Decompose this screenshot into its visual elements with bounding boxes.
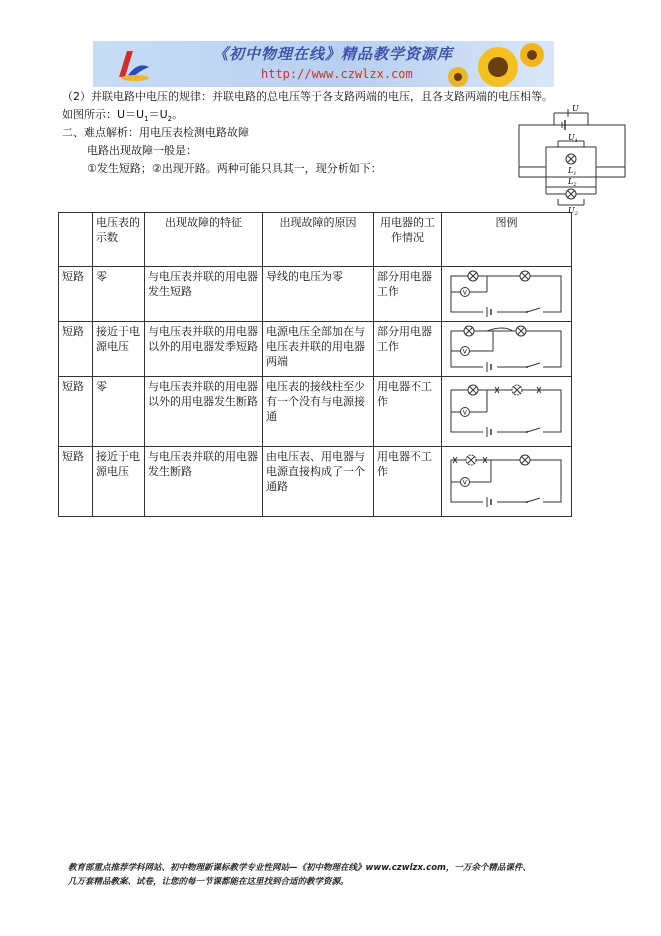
fault-intro: 电路出现故障一般是：	[87, 144, 197, 157]
footer-line-2: 几万套精品教案、试卷，让您的每一节课都能在这里找到合适的教学资源。	[68, 877, 349, 887]
circuit-diagram-3	[443, 378, 567, 442]
header-cause: 出现故障的原因	[263, 213, 374, 267]
top-label-l1: $L_1$	[568, 166, 577, 177]
row-cause: 电源电压全部加在与电压表并联的用电器两端	[263, 322, 374, 377]
table-row	[59, 267, 572, 322]
row-feature: 与电压表并联的用电器以外的用电器发生断路	[145, 377, 263, 447]
voltmeter-label: V	[462, 409, 467, 417]
formula-sub2: 2	[167, 115, 173, 124]
row-reading: 接近于电源电压	[93, 322, 145, 377]
parallel-circuit-diagram	[518, 104, 628, 217]
fault-analysis-table	[58, 212, 572, 517]
row-figure	[442, 377, 572, 447]
row-reading: 零	[93, 377, 145, 447]
circuit-diagram-1	[443, 268, 567, 318]
header-banner	[93, 41, 554, 87]
voltmeter-label: V	[462, 348, 467, 356]
sunflower-icon	[428, 41, 548, 87]
formula-mid: ＝U	[148, 108, 168, 121]
table-header-row	[59, 213, 572, 267]
top-label-l2: $L_2$	[568, 177, 577, 188]
circuit-diagram-4	[443, 448, 567, 512]
row-feature: 与电压表并联的用电器发生短路	[145, 267, 263, 322]
row-figure	[442, 322, 572, 377]
formula-sub1: 1	[144, 115, 149, 124]
row-cause: 电压表的接线柱至少有一个没有与电源接通	[263, 377, 374, 447]
header-type	[59, 213, 93, 267]
voltmeter-label: V	[462, 289, 467, 297]
row-type: 短路	[59, 377, 93, 447]
row-feature: 与电压表并联的用电器发生断路	[145, 447, 263, 517]
row-cause: 导线的电压为零	[263, 267, 374, 322]
row-work: 用电器不工作	[374, 377, 442, 447]
row-work: 部分用电器工作	[374, 322, 442, 377]
row-cause: 由电压表、用电器与电源直接构成了一个通路	[263, 447, 374, 517]
circuit-diagram-2	[443, 323, 567, 373]
row-figure	[442, 267, 572, 322]
table-row	[59, 447, 572, 517]
row-feature: 与电压表并联的用电器以外的用电器发季短路	[145, 322, 263, 377]
top-label-u1: $U_1$	[568, 133, 578, 144]
formula-prefix: 如图所示：U＝U	[62, 108, 145, 121]
header-figure: 图例	[442, 213, 572, 267]
row-type: 短路	[59, 322, 93, 377]
footer-note	[68, 861, 608, 889]
row-type: 短路	[59, 447, 93, 517]
row-work: 用电器不工作	[374, 447, 442, 517]
site-logo-icon	[113, 47, 153, 83]
table-row	[59, 377, 572, 447]
fault-types: ①发生短路；②出现开路。两种可能只具其一，现分析如下：	[87, 162, 382, 175]
banner-title: 《初中物理在线》精品教学资源库	[213, 45, 454, 63]
header-work: 用电器的工作情况	[374, 213, 442, 267]
voltmeter-label: V	[462, 479, 467, 487]
table-row	[59, 322, 572, 377]
row-reading: 接近于电源电压	[93, 447, 145, 517]
header-reading: 电压表的示数	[93, 213, 145, 267]
row-reading: 零	[93, 267, 145, 322]
footer-line-1: 教育部重点推荐学科网站、初中物理新课标教学专业性网站—《初中物理在线》www.czwlzx.com，一万余个精品课件、	[68, 863, 531, 873]
top-label-u: U	[572, 104, 579, 113]
section-heading: 二、难点解析：用电压表检测电路故障	[62, 126, 249, 139]
header-feature: 出现故障的特征	[145, 213, 263, 267]
parallel-voltage-rule: （2）并联电路中电压的规律：并联电路的总电压等于各支路两端的电压，且各支路两端的电压相等。	[62, 90, 553, 103]
row-type: 短路	[59, 267, 93, 322]
banner-url[interactable]: http://www.czwlzx.com	[261, 67, 413, 81]
formula-end: 。	[172, 108, 184, 121]
row-figure	[442, 447, 572, 517]
top-label-u2: $U_2$	[568, 206, 578, 217]
row-work: 部分用电器工作	[374, 267, 442, 322]
